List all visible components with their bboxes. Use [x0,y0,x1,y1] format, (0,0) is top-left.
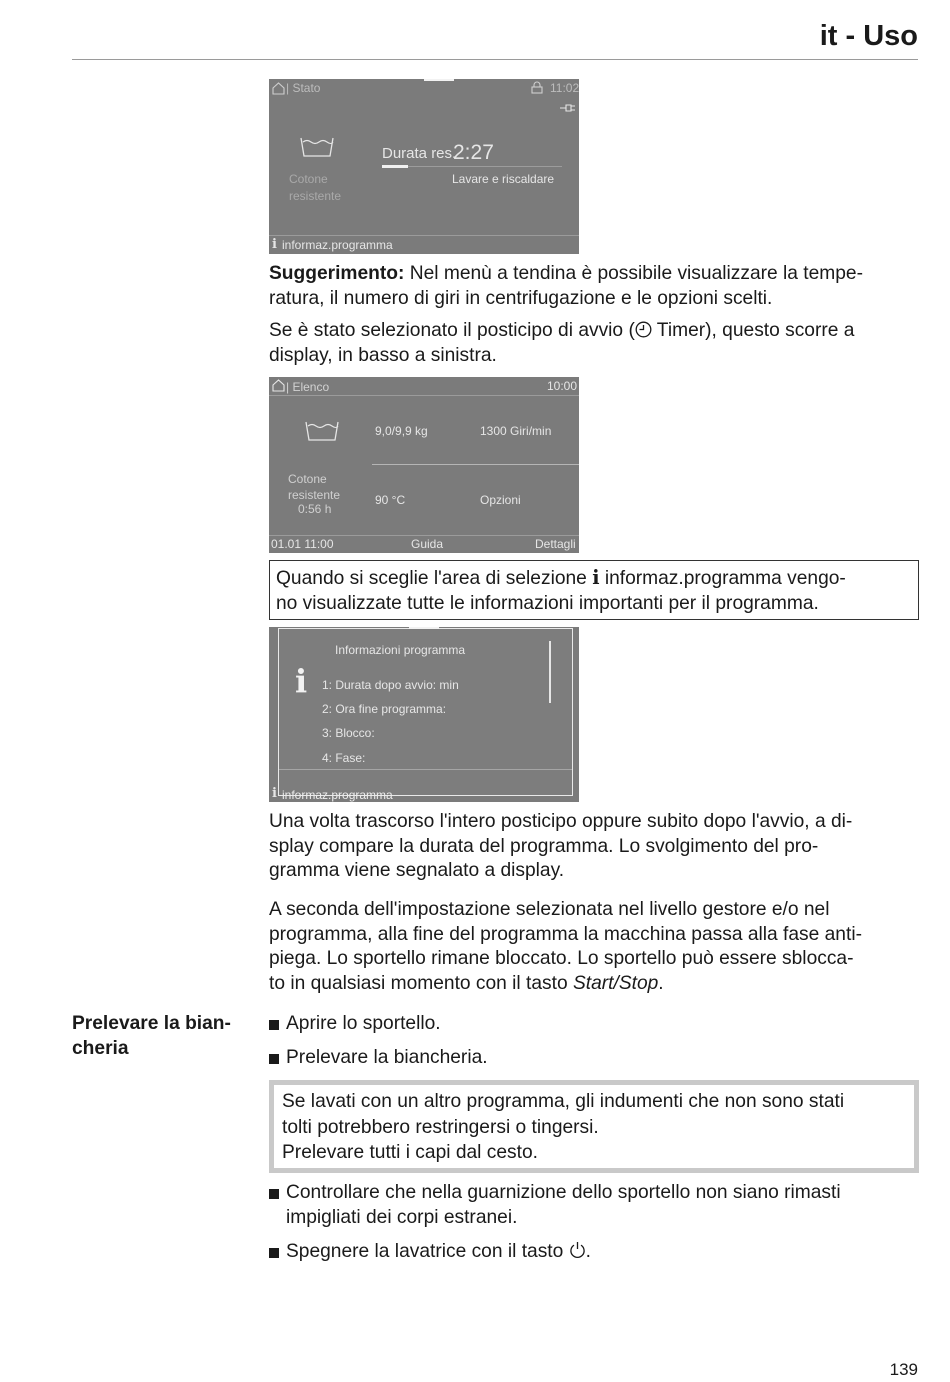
screen-header-divider [269,395,579,396]
spin-value[interactable]: 1300 Giri/min [480,424,552,438]
list-item [269,1240,919,1265]
options-button[interactable]: Opzioni [480,493,521,507]
bullet-text-a: Spegnere la lavatrice con il tasto [286,1241,569,1262]
info-item-3: 3: Blocco: [322,726,375,740]
bullet-text-line2: impigliati dei corpi estranei. [286,1206,518,1228]
info-popup-title: Informazioni programma [335,643,466,657]
info-note-box [269,560,919,620]
screen-top-marker [409,627,439,629]
display-screen-info-popup [269,627,579,802]
para4-line4a: to in qualsiasi momento con il tasto [269,972,573,994]
para4-line1: A seconda dell'impostazione selezionata nel livello gestore e/o nel [269,899,830,920]
bullet-icon [269,1248,279,1258]
screen-footer-divider [269,235,579,236]
info-program-button[interactable]: informaz.programma [282,238,393,252]
clock-icon [635,321,652,338]
para4-line3: piega. Lo sportello rimane bloccato. Lo sportello può essere sblocca- [269,948,854,969]
bullet-icon [269,1189,279,1199]
timer-text-a: Se è stato selezionato il posticipo di avvio ( [269,320,635,341]
info-icon: i [272,787,277,801]
antiwrinkle-paragraph [269,898,919,996]
note-text-b: informaz.programma vengo- [599,568,846,589]
remaining-time-label: Durata res. [382,145,457,162]
program-phase: Lavare e riscaldare [452,172,555,186]
list-item [269,1046,919,1071]
tip-paragraph [269,262,919,311]
list-item [269,1181,919,1230]
timer-text-b: Timer), questo scorre a [651,320,855,341]
plug-icon [560,103,576,113]
timer-paragraph [269,319,919,368]
duration-paragraph [269,810,919,884]
popup-footer-strip [269,787,579,802]
screen-time: 11:02 [550,81,579,95]
progress-fill [382,165,408,168]
header-divider [72,59,918,60]
tip-text-line1: Nel menù a tendina è possibile visualizzare la tempe- [404,263,863,284]
page-number: 139 [889,1360,918,1379]
program-name-line2: resistente [289,189,342,203]
program-name-line1: Cotone [288,472,327,486]
display-screen-status [269,79,579,254]
bullet-text-b: . [585,1241,591,1262]
info-icon: i [592,566,600,589]
load-value[interactable]: 9,0/9,9 kg [375,424,428,438]
popup-bottom-divider [279,769,572,770]
screen-mid-divider [372,464,579,465]
info-large-icon: i [295,662,308,700]
timer-text-line2: display, in basso a sinistra. [269,344,497,366]
screen-footer-divider [269,535,579,536]
warning-line2: tolti potrebbero restringersi o tingersi. [282,1116,599,1138]
start-stop-key-label: Start/Stop [572,972,659,994]
page-header-title: it - Uso [819,20,918,52]
screen-status-label: | Elenco [286,380,330,394]
progress-track [382,166,562,167]
screen-time: 10:00 [547,379,578,393]
section-heading [72,1012,257,1061]
program-name-line2: resistente [288,488,341,502]
info-program-button[interactable]: informaz.programma [282,788,393,802]
display-screen-list [269,377,579,553]
lock-icon [531,81,543,94]
popup-scrollbar[interactable] [549,641,551,703]
tip-text-line2: ratura, il numero di giri in centrifugazione e le opzioni scelti. [269,287,773,309]
para3-line1: Una volta trascorso l'intero posticipo oppure subito dopo l'avvio, a di- [269,811,853,832]
section-heading-line2: cheria [72,1037,129,1059]
temperature-value[interactable]: 90 °C [375,493,406,507]
tip-label: Suggerimento: [269,263,405,284]
tub-icon [305,420,339,442]
note-text-line2: no visualizzate tutte le informazioni importanti per il programma. [276,592,819,614]
info-item-4: 4: Fase: [322,751,366,765]
info-icon: i [272,237,277,252]
warning-box [269,1080,919,1173]
note-text-a: Quando si sceglie l'area di selezione [276,568,593,589]
footer-datetime[interactable]: 01.01 11:00 [271,537,334,551]
section-heading-line1: Prelevare la bian- [72,1013,231,1034]
footer-guide-button[interactable]: Guida [411,537,444,551]
home-icon [272,82,285,95]
bullet-text-line1: Controllare che nella guarnizione dello sportello non siano rimasti [286,1182,841,1203]
screen-status-label: | Stato [286,81,321,95]
list-item [269,1012,919,1037]
screen-top-marker [424,79,454,81]
footer-details-button[interactable]: Dettagli [535,537,576,551]
info-item-2: 2: Ora fine programma: [322,702,447,716]
para3-line2: splay compare la durata del programma. Lo svolgimento del pro- [269,835,819,857]
bullet-text: Aprire lo sportello. [286,1013,441,1034]
power-icon [569,1241,586,1259]
para3-line3: gramma viene segnalato a display. [269,860,565,881]
para4-line4b: . [658,972,664,994]
info-item-1: 1: Durata dopo avvio: min [322,678,459,692]
para4-line2: programma, alla fine del programma la macchina passa alla fase anti- [269,923,862,945]
warning-line1: Se lavati con un altro programma, gli indumenti che non sono stati [282,1091,845,1112]
remaining-time-value: 2:27 [453,141,494,164]
program-name-line1: Cotone [289,172,328,186]
tub-icon [300,136,334,158]
bullet-icon [269,1054,279,1064]
program-duration: 0:56 h [298,502,332,516]
home-icon [272,379,285,392]
bullet-icon [269,1020,279,1030]
warning-line3: Prelevare tutti i capi dal cesto. [282,1142,538,1163]
bullet-text: Prelevare la biancheria. [286,1047,488,1068]
